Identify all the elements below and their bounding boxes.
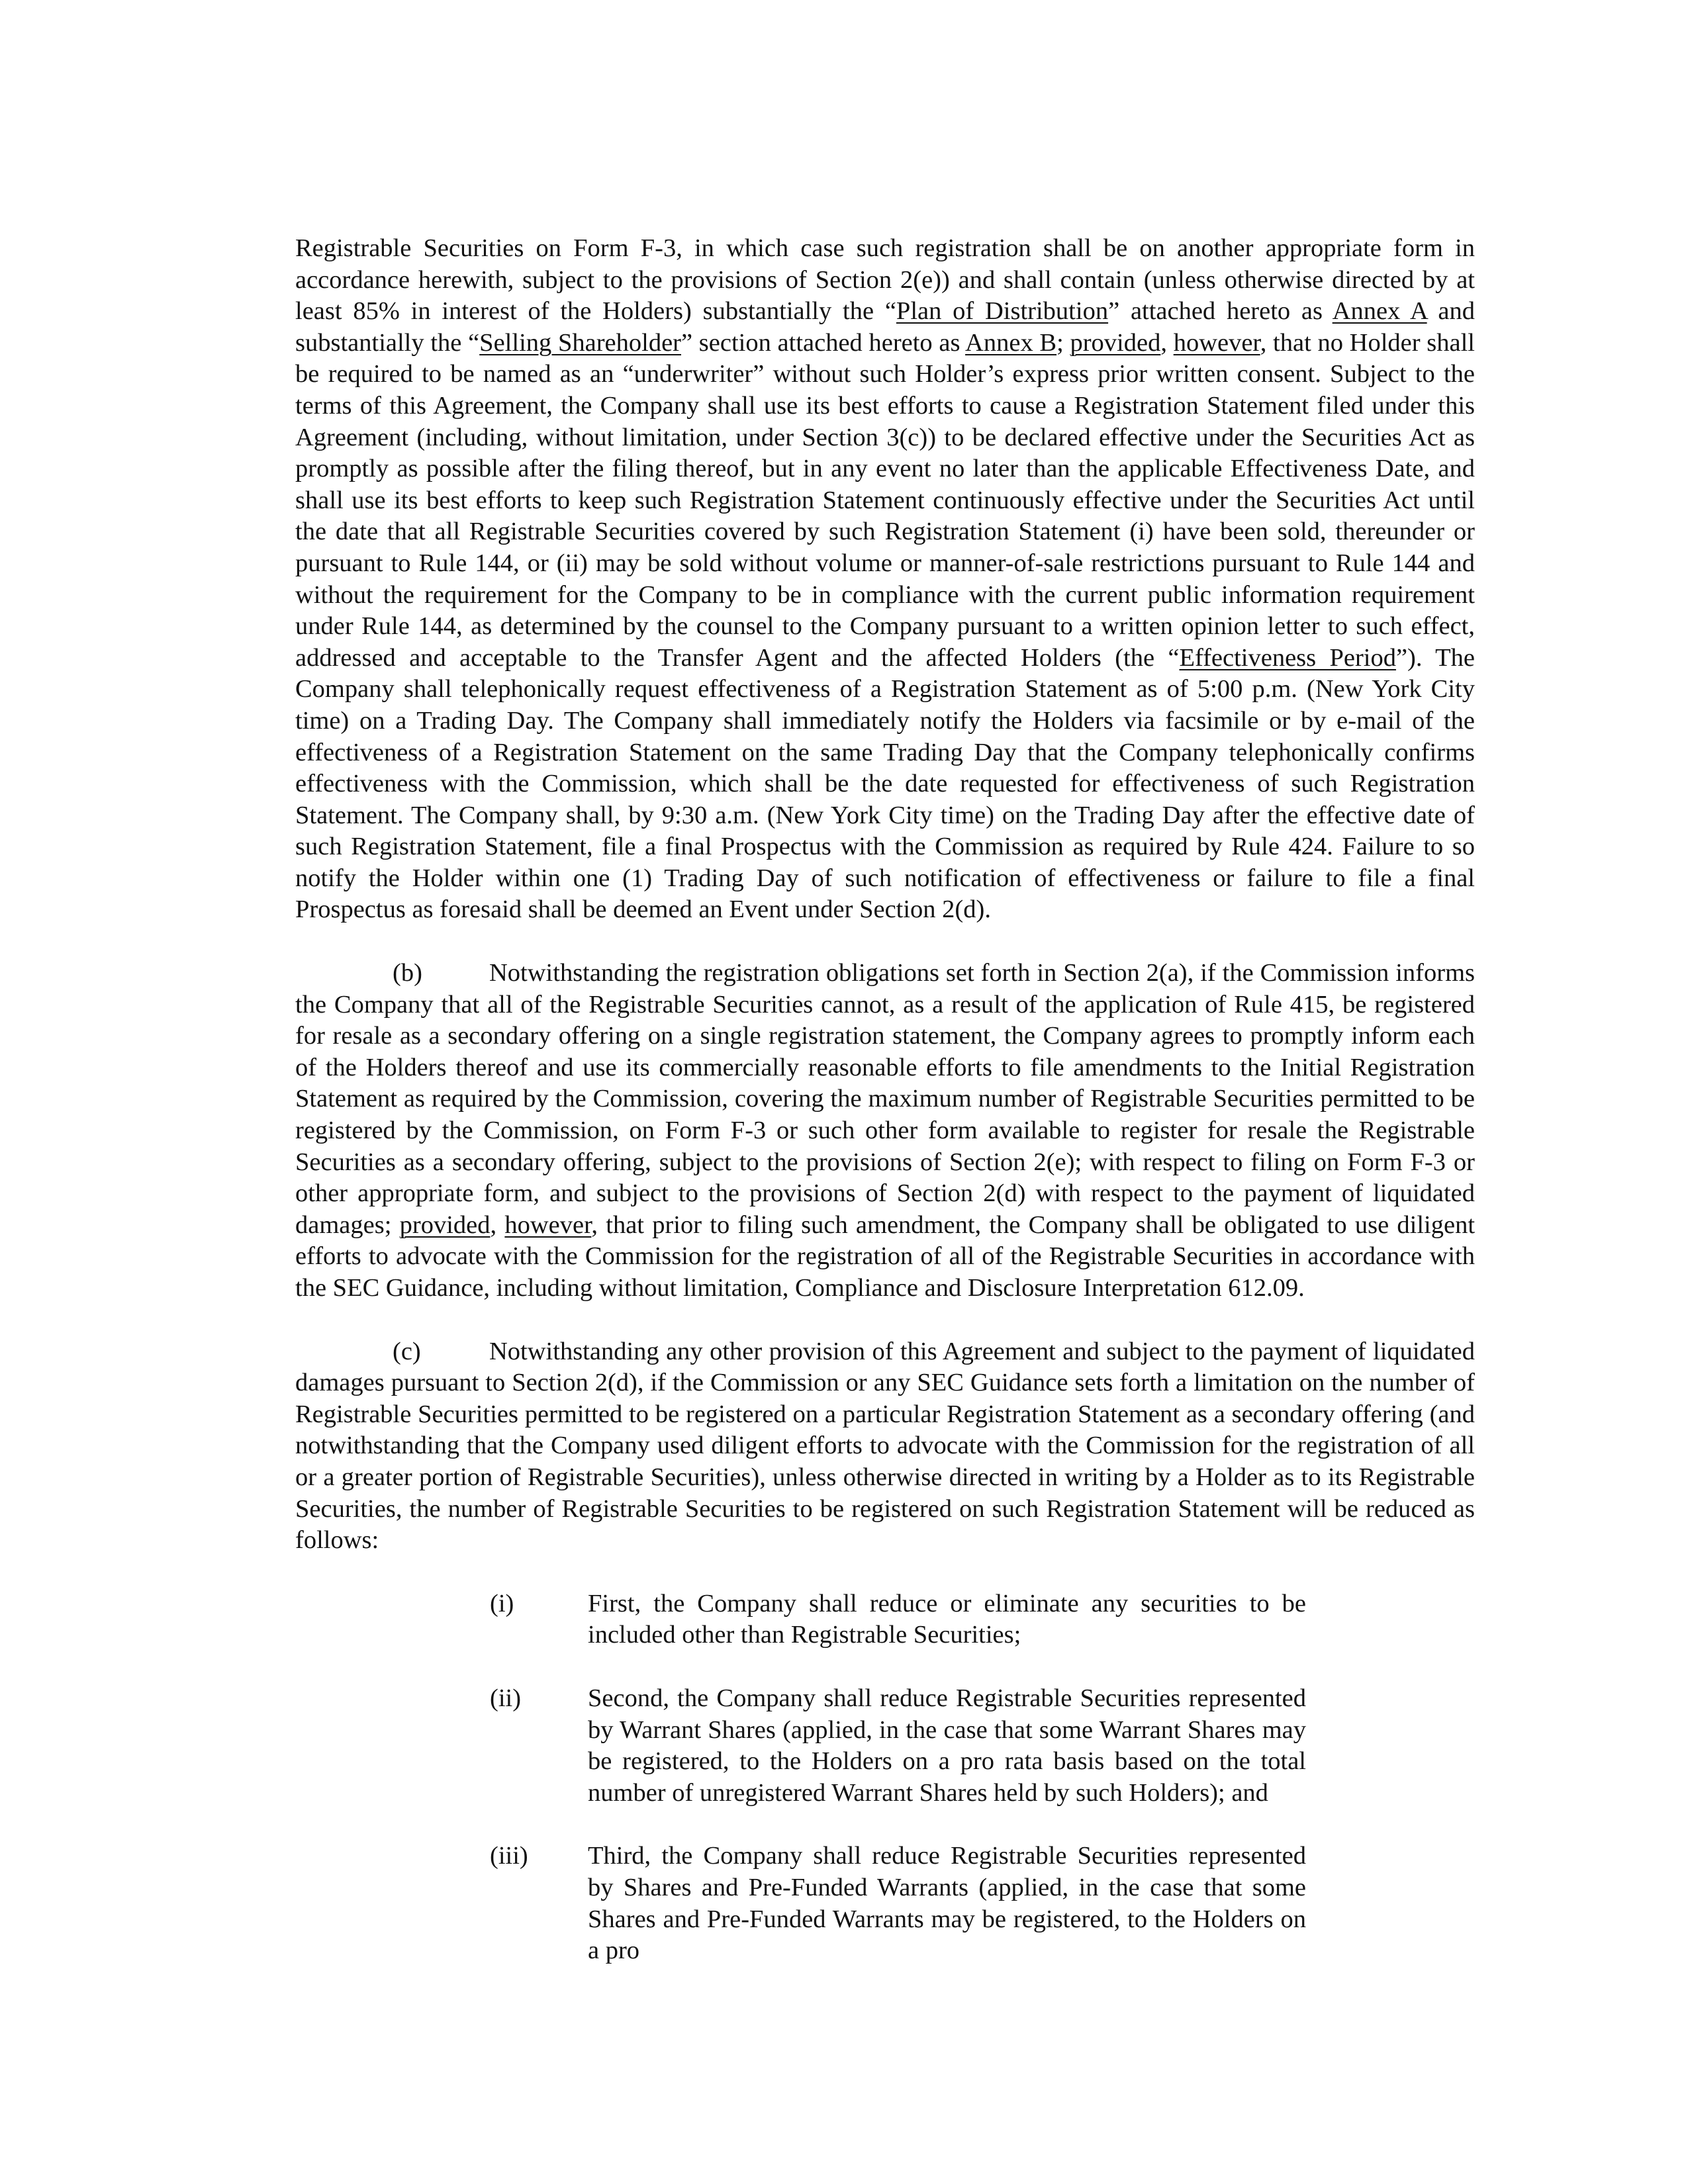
list-item-iii (490, 1841, 1306, 1966)
text-run: ” attached hereto as (1108, 297, 1333, 326)
paragraph-b (295, 958, 1475, 1304)
text-run: Notwithstanding any other provision of this Agreement and subject to the payment of liquidated damages pursuant to Section 2(d), if the Commission or any SEC Guidance sets forth a limitation on the number of Registrable Securities permitted to be registered on a particular Registration Statement as a secondary offering (and notwithstanding that the Company used diligent efforts to advocate with the Commission for the registration of all or a greater portion of Registrable Securities), unless otherwise directed in writing by a Holder as to its Registrable Securities, the number of Registrable Securities to be registered on such Registration Statement will be reduced as follows: (295, 1337, 1475, 1555)
paragraph-spacer (295, 1557, 1475, 1588)
section-label-c: (c) (393, 1337, 421, 1365)
text-run: , (1160, 328, 1174, 357)
text-run: and substantially the “ (295, 297, 1476, 357)
text-run: Registrable Securities on Form F-3, in which case such registration shall be on another appropriate form in accordance herewith, subject to the provisions of Section 2(e)) and shall contain (unless otherwise directed by at least 85% in interest of the Holders) substantially the “ (295, 234, 1475, 326)
text-run: , (490, 1210, 505, 1239)
list-item-ii (490, 1683, 1306, 1809)
reference-annex-a: Annex A (1332, 297, 1427, 326)
text-run: , that no Holder shall be required to be named as an “underwriter” without such Holder’s express prior written consent. Subject to the terms of this Agreement, the Company shall use its best efforts to cause a Registration Statement filed under this Agreement (including, without limitation, under Section 3(c)) to be declared effective under the Securities Act as promptly as possible after the filing thereof, but in any event no later than the applicable Effectiveness Date, and shall use its best efforts to keep such Registration Statement continuously effective under the Securities Act until the date that all Registrable Securities covered by such Registration Statement (i) have been sold, thereunder or pursuant to Rule 144, or (ii) may be sold without volume or manner-of-sale restrictions pursuant to Rule 144 and without the requirement for the Company to be in compliance with the current public information requirement under Rule 144, as determined by the counsel to the Company pursuant to a written opinion letter to such effect, addressed and acceptable to the Transfer Agent and the affected Holders (the “ (295, 328, 1476, 672)
text-run: ” section attached hereto as (680, 328, 966, 357)
paragraph-spacer (295, 926, 1475, 958)
text-run: , that prior to filing such amendment, the Company shall be obligated to use diligent efforts to advocate with the Commission for the registration of all of the Registrable Securities in accordance with the SEC Guidance, including without limitation, Compliance and Disclosure Interpretation 612.09. (295, 1210, 1476, 1302)
text-run: ”). The Company shall telephonically request effectiveness of a Registration Statement as of 5:00 p.m. (New York City time) on a Trading Day. The Company shall immediately notify the Holders via facsimile or by e-mail of the effectiveness of a Registration Statement on the same Trading Day that the Company telephonically confirms effectiveness with the Commission, which shall be the date requested for effectiveness of such Registration Statement. The Company shall, by 9:30 a.m. (New York City time) on the Trading Day after the effective date of such Registration Statement, file a final Prospectus with the Commission as required by Rule 424. Failure to so notify the Holder within one (1) Trading Day of such notification of effectiveness or failure to file a final Prospectus as foresaid shall be deemed an Event under Section 2(d). (295, 643, 1475, 924)
reference-annex-b: Annex B (965, 328, 1057, 357)
list-spacer (295, 1651, 1475, 1683)
list-item-text: Second, the Company shall reduce Registrable Securities represented by Warrant Shares (applied, in the case that some Warrant Shares may be registered, to the Holders on a pro rata basis based on the total number of unregistered Warrant Shares held by such Holders); and (588, 1684, 1306, 1807)
paragraph-spacer (295, 1304, 1475, 1336)
text-run: Notwithstanding the registration obligations set forth in Section 2(a), if the Commission informs the Company that all of the Registrable Securities cannot, as a result of the application of Rule 415, be registered for resale as a secondary offering on a single registration statement, the Company agrees to promptly inform each of the Holders thereof and use its commercially reasonable efforts to file amendments to the Initial Registration Statement as required by the Commission, covering the maximum number of Registrable Securities permitted to be registered by the Commission, on Form F-3 or such other form available to register for resale the Registrable Securities as a secondary offering, subject to the provisions of Section 2(e); with respect to filing on Form F-3 or other appropriate form, and subject to the provisions of Section 2(d) with respect to the payment of liquidated damages; (295, 959, 1475, 1239)
list-item-text: First, the Company shall reduce or eliminate any securities to be included other than Registrable Securities; (588, 1589, 1306, 1649)
list-item-i (490, 1588, 1306, 1651)
emphasis-however: however (1173, 328, 1260, 357)
defined-term-plan-of-distribution: Plan of Distribution (896, 297, 1109, 326)
list-item-number: (iii) (490, 1842, 528, 1870)
list-item-number: (ii) (490, 1684, 522, 1712)
paragraph-a-continuation (295, 233, 1475, 926)
emphasis-provided: provided (1070, 328, 1161, 357)
text-run: ; (1056, 328, 1070, 357)
section-label-b: (b) (393, 959, 422, 987)
paragraph-c (295, 1336, 1475, 1557)
list-item-number: (i) (490, 1589, 514, 1617)
defined-term-effectiveness-period: Effectiveness Period (1179, 643, 1396, 672)
document-page (295, 233, 1475, 1967)
defined-term-selling-shareholder: Selling Shareholder (479, 328, 681, 357)
list-spacer (295, 1809, 1475, 1841)
emphasis-provided: provided (399, 1210, 491, 1239)
emphasis-however: however (504, 1210, 592, 1239)
list-item-text: Third, the Company shall reduce Registrable Securities represented by Shares and Pre-Funded Warrants (applied, in the case that some Shares and Pre-Funded Warrants may be registered, to the Holders on a pro (588, 1842, 1306, 1965)
